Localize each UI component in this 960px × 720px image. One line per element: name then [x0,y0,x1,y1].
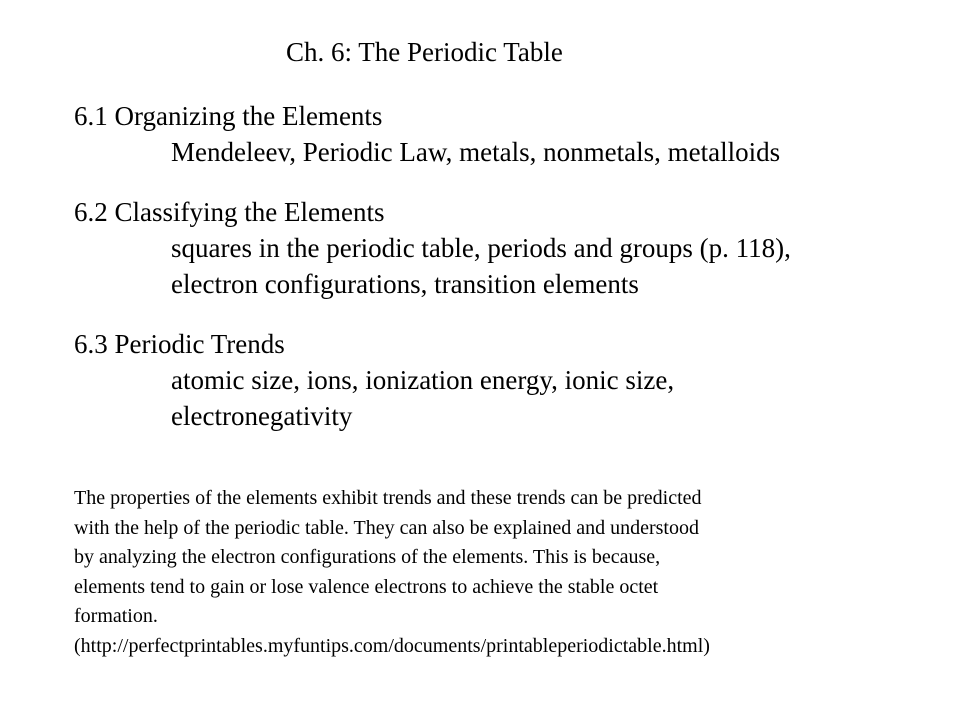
section-detail-line: electronegativity [171,401,353,431]
paragraph-line: The properties of the elements exhibit trends and these trends can be predicted [74,487,702,509]
slide-title: Ch. 6: The Periodic Table [286,37,563,67]
section-detail-line: squares in the periodic table, periods and groups (p. 118), [171,233,791,263]
summary-paragraph [74,484,944,661]
section-detail-line: electron configurations, transition elements [171,269,639,299]
section-heading: 6.2 Classifying the Elements [74,197,385,227]
paragraph-line: by analyzing the electron configurations of the elements. This is because, [74,546,661,568]
section-detail-line: atomic size, ions, ionization energy, ionic size, [171,365,675,395]
section-6-2 [74,194,791,302]
paragraph-line: elements tend to gain or lose valence electrons to achieve the stable octet [74,575,659,598]
section-detail-line: Mendeleev, Periodic Law, metals, nonmetals, metalloids [171,137,781,167]
source-url: (http://perfectprintables.myfuntips.com/documents/printableperiodictable.html) [74,634,710,657]
section-6-1 [74,98,780,170]
section-heading: 6.1 Organizing the Elements [74,101,383,131]
section-heading: 6.3 Periodic Trends [74,329,285,359]
paragraph-line: formation. [74,605,158,627]
section-6-3 [74,326,674,434]
paragraph-line: with the help of the periodic table. They can also be explained and understood [74,516,699,539]
